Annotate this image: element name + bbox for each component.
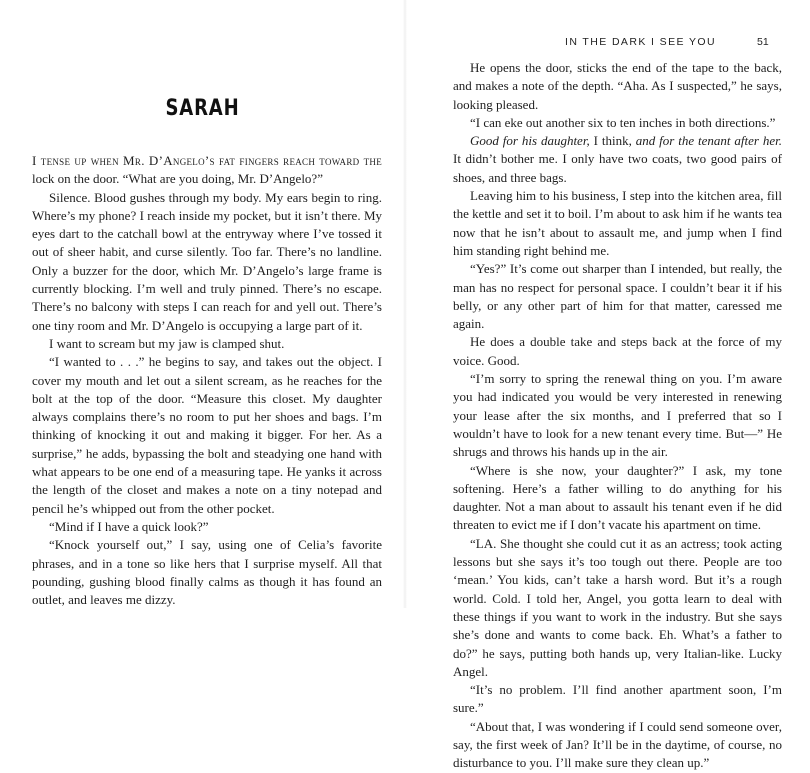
paragraph: “Knock yourself out,” I say, using one of Celia’s favorite phrases, and in a tone so like hers that I surprise myself. All that pounding, gushing blood finally calms as though it has found an outlet, and leaves me dizzy.	[32, 537, 382, 608]
italic-thought: and for the tenant after her.	[635, 133, 782, 149]
paragraph: “It’s no problem. I’ll find another apartment soon, I’m sure.”	[453, 682, 782, 716]
page-number: 51	[757, 36, 769, 48]
paragraph	[32, 152, 382, 189]
italic-thought: Good for his daughter,	[470, 133, 590, 149]
running-head: IN THE DARK I SEE YOU	[565, 36, 716, 48]
paragraph: I want to scream but my jaw is clamped shut.	[49, 335, 285, 351]
paragraph: “I’m sorry to spring the renewal thing on you. I’m aware you had indicated you would be very interested in renewing your lease after the six months, and I preferred that so I wouldn’t have to look for a new tenant every time. But—” He shrugs and throws his hands up in the air.	[453, 371, 782, 460]
right-page-text	[453, 59, 782, 773]
paragraph: “LA. She thought she could cut it as an actress; took acting lessons but she says it’s too tough out there. People are too ‘mean.’ You kids, can’t take a harsh word. But it’s a rough world. Cold. I told her, Angel, you gotta learn to deal with these things if you want to work in the industry. But she says she’s done and wants to come back. Eh. What’s a father to do?” he says, putting both hands up, very Italian-like. Lucky Angel.	[453, 535, 782, 679]
left-page	[0, 0, 405, 608]
opening-small-caps: I tense up when Mr. D’Angelo’s fat fingers reach toward the	[32, 153, 382, 168]
paragraph: “About that, I was wondering if I could send someone over, say, the first week of Jan? It’ll be in the daytime, of course, no disturbance to you. I’ll make sure they clean up.”	[453, 718, 782, 771]
paragraph: “Yes?” It’s come out sharper than I intended, but really, the man has no respect for personal space. I couldn’t bear it if his belly, or any other part of him for that matter, caressed me again.	[453, 261, 782, 332]
paragraph-text: I think,	[589, 133, 636, 149]
paragraph-text: lock on the door. “What are you doing, Mr. D’Angelo?”	[32, 171, 323, 187]
paragraph: He opens the door, sticks the end of the tape to the back, and makes a note of the depth. “Aha. As I suspected,” he says, looking pleased.	[453, 60, 782, 112]
paragraph	[453, 132, 782, 187]
paragraph: “I can eke out another six to ten inches in both directions.”	[470, 114, 776, 130]
paragraph: “Where is she now, your daughter?” I ask, my tone softening. Here’s a father willing to do anything for his daughter. Not a man about to assault his tenant even if he did threaten to evict me if I don’t vacate his apartment on time.	[453, 462, 782, 533]
chapter-title: SARAH	[165, 96, 240, 121]
paragraph: “I wanted to . . .” he begins to say, and takes out the object. I cover my mouth and let out a silent scream, as he reaches for the bolt at the top of the door. “Measure this closet. My daughter always complains there’s no room to put her shoes and bags. I’m thinking of knocking it out and making it bigger. For her. As a surprise,” he adds, bypassing the bolt and steadying one hand with what appears to be one end of a measuring tape. He yanks it across the length of the closet and makes a note on a tiny notepad and pencil he’s whipped out from the other pocket.	[32, 354, 382, 516]
paragraph: Silence. Blood gushes through my body. My ears begin to ring. Where’s my phone? I reach inside my pocket, but it isn’t there. My eyes dart to the catchall bowl at the entryway where I’ve tossed it out of sheer habit, and curse silently. Too far. There’s no landline. Only a buzzer for the door, which Mr. D’Angelo’s large frame is currently blocking. I’m well and truly pinned. There’s no escape. There’s no balcony with steps I can reach for and yell out. There’s one tiny room and Mr. D’Angelo is occupying a large part of it.	[32, 189, 382, 333]
left-page-text	[32, 152, 382, 609]
paragraph: He does a double take and steps back at the force of my voice. Good.	[453, 334, 782, 368]
paragraph: “Mind if I have a quick look?”	[49, 518, 209, 534]
paragraph: Leaving him to his business, I step into the kitchen area, fill the kettle and set it to boil. I’m about to ask him if he wants tea now that he isn’t about to assault me, and jump when I find him standing right behind me.	[453, 188, 782, 258]
paragraph-text: It didn’t bother me. I only have two coats, two good pairs of shoes, and three bags.	[453, 151, 782, 185]
